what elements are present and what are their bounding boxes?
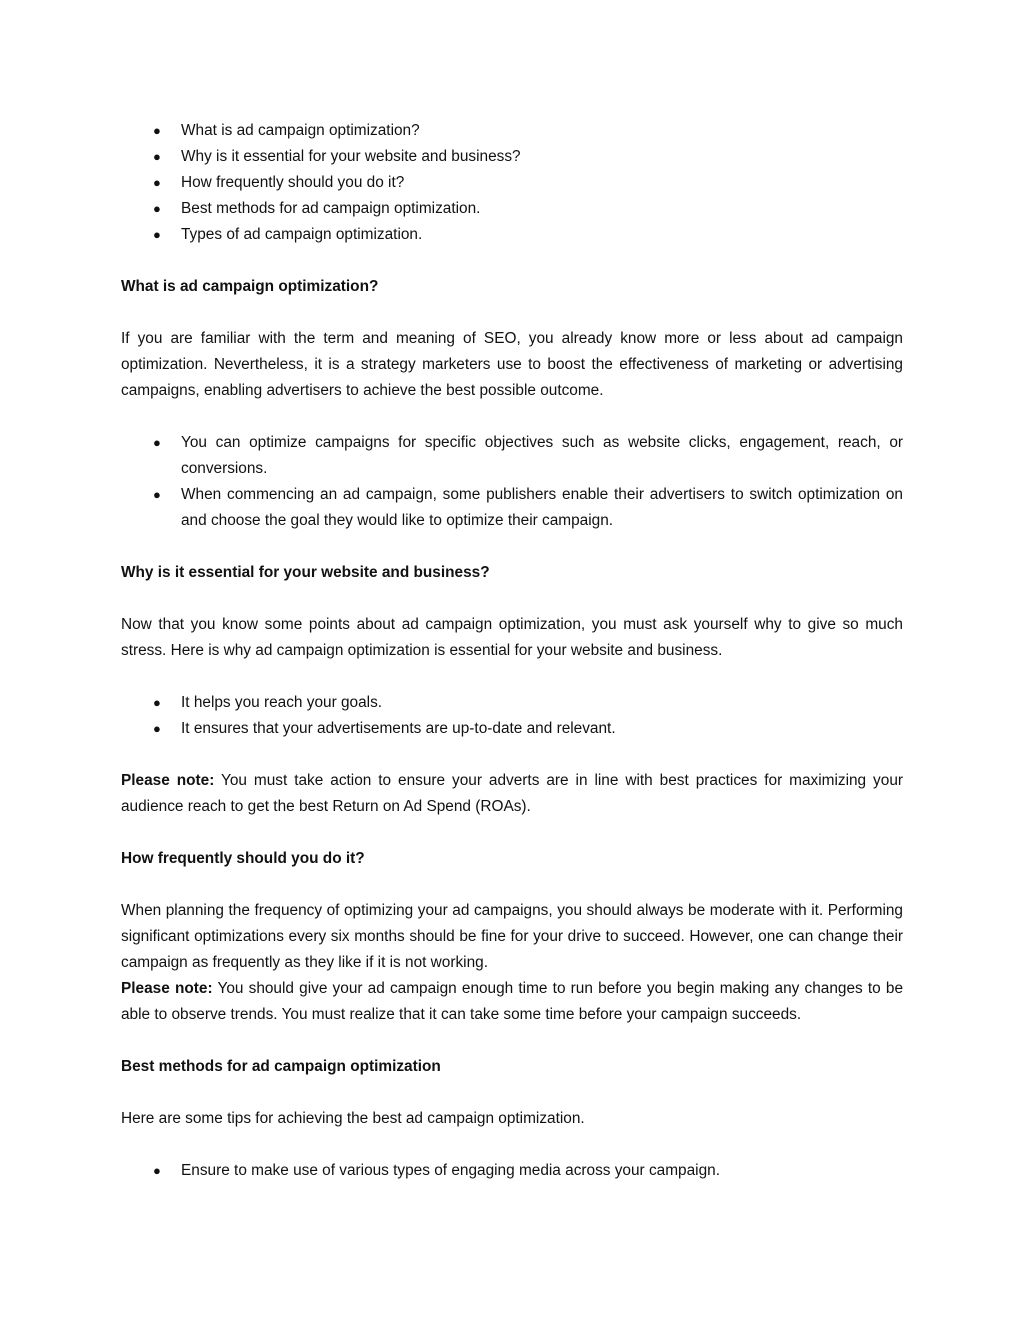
toc-item: ● What is ad campaign optimization? <box>121 118 903 144</box>
toc-item: ● How frequently should you do it? <box>121 170 903 196</box>
document-page <box>121 118 903 1184</box>
list-item: ● You can optimize campaigns for specific objectives such as website clicks, engagement, reach, or conversions. <box>121 430 903 482</box>
list-item: ● Ensure to make use of various types of engaging media across your campaign. <box>121 1158 903 1184</box>
section-paragraph: Now that you know some points about ad campaign optimization, you must ask yourself why to give so much stress. Here is why ad campaign optimization is essential for your website and business. <box>121 616 903 659</box>
bullet-list <box>121 430 903 534</box>
note-paragraph <box>121 768 903 820</box>
list-item: ● It ensures that your advertisements are up-to-date and relevant. <box>121 716 903 742</box>
note-paragraph <box>121 976 903 1028</box>
bullet-list <box>121 690 903 742</box>
toc-item: ● Why is it essential for your website and business? <box>121 144 903 170</box>
section-paragraph: Here are some tips for achieving the best ad campaign optimization. <box>121 1110 585 1127</box>
section-paragraph: If you are familiar with the term and meaning of SEO, you already know more or less about ad campaign optimization. Nevertheless, it is a strategy marketers use to boost the effectiveness of marketing or advertising campaigns, enabling advertisers to achieve the best possible outcome. <box>121 330 903 399</box>
note-label: Please note: <box>121 980 213 997</box>
section-paragraph: When planning the frequency of optimizing your ad campaigns, you should always be moderate with it. Performing significant optimizations every six months should be fine for your drive to succeed. However, one can change their campaign as frequently as they like if it is not working. <box>121 902 903 971</box>
section-heading-best-methods: Best methods for ad campaign optimization <box>121 1058 441 1075</box>
section-heading-what-is: What is ad campaign optimization? <box>121 278 379 295</box>
section-heading-frequency: How frequently should you do it? <box>121 850 365 867</box>
note-text: You should give your ad campaign enough time to run before you begin making any changes to be able to observe trends. You must realize that it can take some time before your campaign succeeds. <box>121 980 904 1023</box>
note-text: You must take action to ensure your adverts are in line with best practices for maximizing your audience reach to get the best Return on Ad Spend (ROAs). <box>121 772 904 815</box>
toc-list <box>121 118 903 248</box>
section-heading-why-essential: Why is it essential for your website and business? <box>121 564 490 581</box>
note-label: Please note: <box>121 772 215 789</box>
toc-item: ● Best methods for ad campaign optimization. <box>121 196 903 222</box>
list-item: ● It helps you reach your goals. <box>121 690 903 716</box>
list-item: ● When commencing an ad campaign, some publishers enable their advertisers to switch optimization on and choose the goal they would like to optimize their campaign. <box>121 482 903 534</box>
toc-item: ● Types of ad campaign optimization. <box>121 222 903 248</box>
bullet-list <box>121 1158 903 1184</box>
